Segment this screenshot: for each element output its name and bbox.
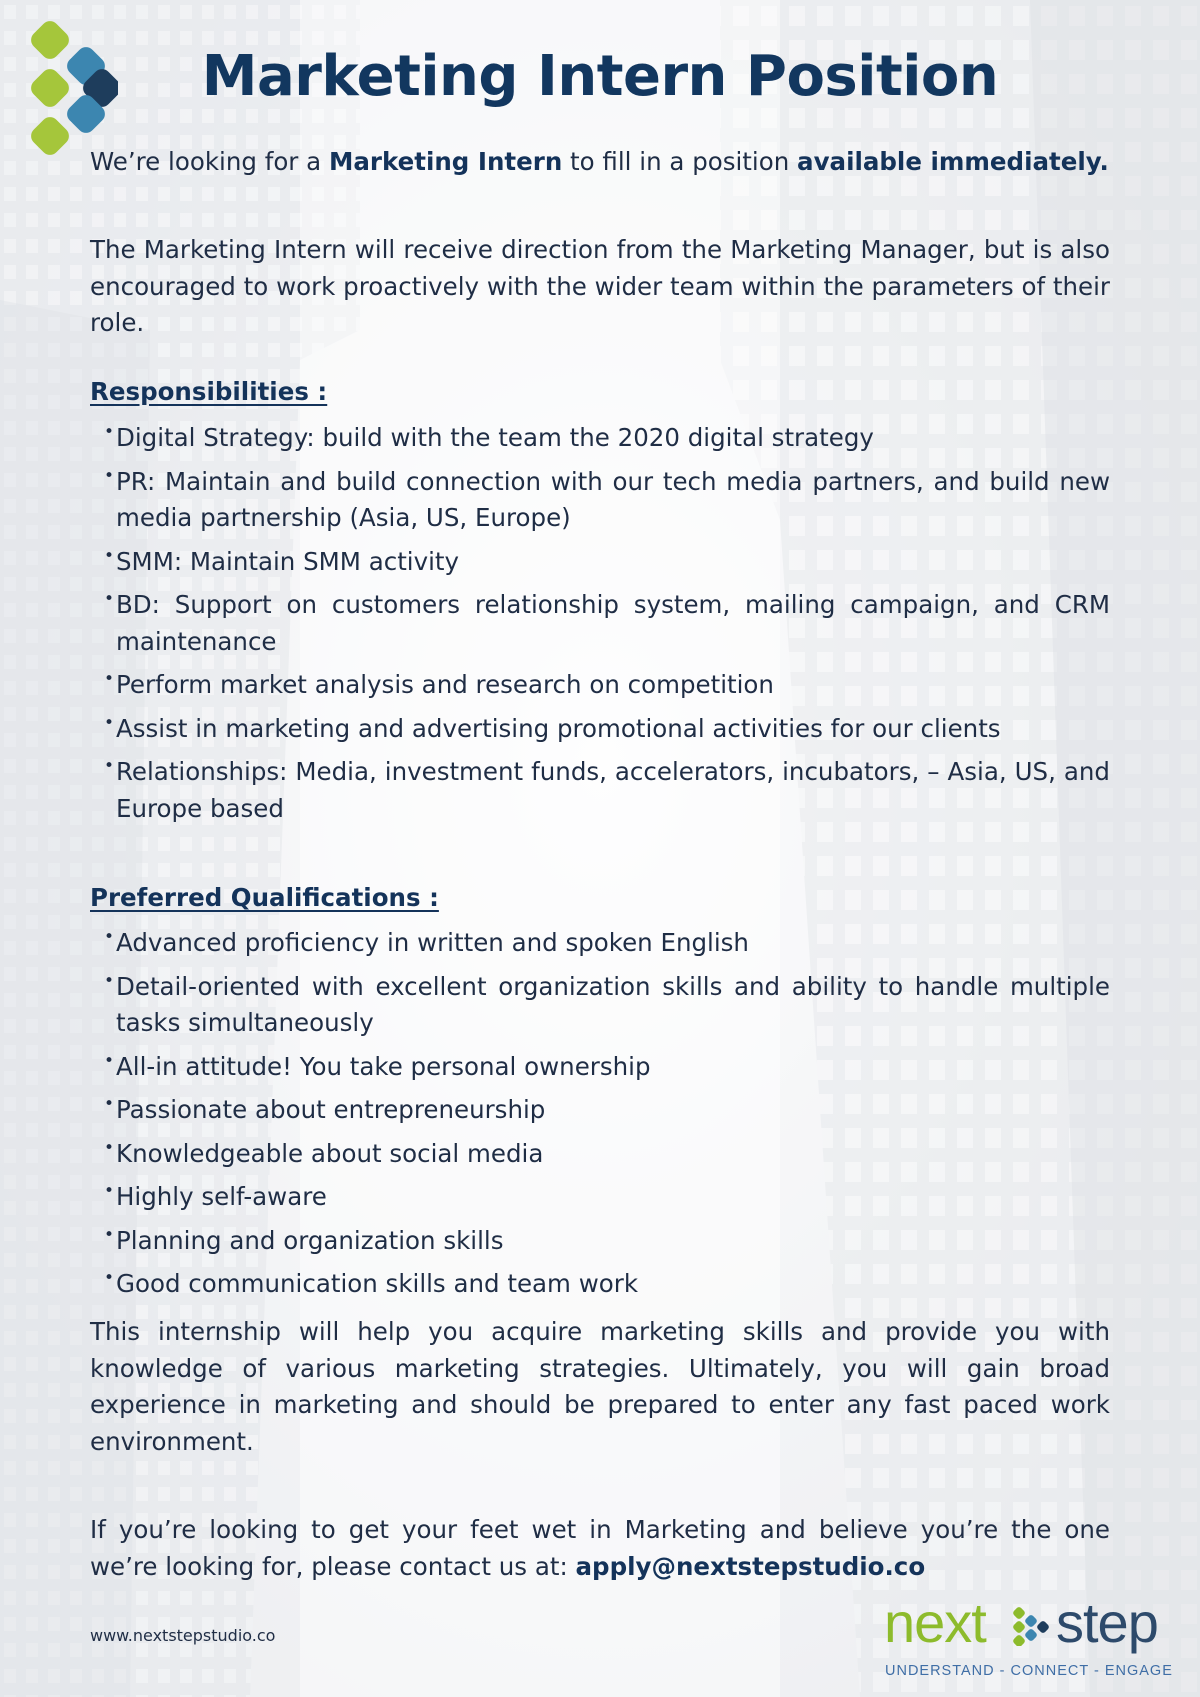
list-item	[104, 1136, 1110, 1173]
list-item-text: Advanced proficiency in written and spoken English	[116, 928, 749, 957]
list-item-text: All-in attitude! You take personal ownership	[116, 1051, 651, 1081]
responsibilities-list	[104, 420, 1110, 834]
list-item	[104, 587, 1110, 660]
list-item-text: Detail-oriented with excellent organization skills and ability to handle multiple tasks simultaneously	[116, 971, 1110, 1037]
list-item	[104, 1223, 1110, 1260]
intro-text-middle: to fill in a position	[562, 147, 798, 176]
list-item	[104, 464, 1110, 537]
list-item	[104, 969, 1110, 1042]
brand-step-word: step	[1056, 1591, 1158, 1654]
list-item-text: Relationships: Media, investment funds, accelerators, incubators, – Asia, US, and Europe based	[116, 757, 1110, 823]
bullet-icon: •	[104, 422, 115, 442]
list-item-text: Highly self-aware	[116, 1182, 327, 1211]
intro-paragraph	[90, 144, 1110, 181]
bullet-icon: •	[104, 589, 115, 609]
list-item-text: Passionate about entrepreneurship	[116, 1095, 546, 1124]
list-item	[104, 711, 1110, 748]
outcome-paragraph: This internship will help you acquire marketing skills and provide you with knowledge of various marketing strategies. Ultimately, you will gain broad experience in marketing and should be prepared to enter any fast paced work environment.	[90, 1317, 1110, 1456]
bullet-icon: •	[104, 712, 115, 733]
list-item-text: SMM: Maintain SMM activity	[116, 546, 460, 576]
bullet-icon: •	[104, 1050, 115, 1071]
qualifications-heading: Preferred Qualifications :	[90, 883, 439, 912]
bullet-icon: •	[104, 1268, 115, 1288]
list-item	[104, 1092, 1110, 1129]
list-item-text: Assist in marketing and advertising promotional activities for our clients	[116, 713, 1001, 743]
list-item	[104, 754, 1110, 827]
intro-text-before: We’re looking for a	[90, 147, 329, 176]
list-item	[104, 667, 1110, 704]
list-item	[104, 1049, 1110, 1086]
website-link[interactable]: www.nextstepstudio.co	[90, 1626, 276, 1645]
contact-email-link[interactable]: apply@nextstepstudio.co	[575, 1551, 926, 1581]
list-item	[104, 1179, 1110, 1216]
company-logo-mark-icon	[28, 20, 118, 155]
brand-dots-icon	[1011, 1606, 1051, 1646]
list-item	[104, 420, 1110, 457]
qualifications-list	[104, 925, 1110, 1310]
intro-role: Marketing Intern	[328, 147, 563, 176]
intro-availability: available immediately.	[797, 147, 1109, 176]
list-item	[104, 1266, 1110, 1303]
brand-tagline: UNDERSTAND - CONNECT - ENGAGE	[885, 1663, 1173, 1679]
bullet-icon: •	[104, 465, 115, 486]
list-item-text: Good communication skills and team work	[116, 1269, 639, 1298]
list-item	[104, 544, 1110, 581]
direction-paragraph: The Marketing Intern will receive direction from the Marketing Manager, but is also encouraged to work proactively with the wider team within the parameters of their role.	[90, 235, 1110, 337]
list-item-text: BD: Support on customers relationship system, mailing campaign, and CRM maintenance	[116, 590, 1110, 656]
list-item	[104, 925, 1110, 962]
page-title: Marketing Intern Position	[201, 44, 999, 109]
list-item-text: Knowledgeable about social media	[116, 1138, 544, 1168]
list-item-text: PR: Maintain and build connection with our tech media partners, and build new media partnership (Asia, US, Europe)	[116, 466, 1110, 532]
brand-next-word: next	[884, 1591, 986, 1654]
brand-logo	[880, 1592, 1180, 1692]
list-item-text: Planning and organization skills	[116, 1225, 504, 1255]
contact-text: If you’re looking to get your feet wet in Marketing and believe you’re the one we’re looking for, please contact us at:	[90, 1515, 1110, 1581]
bullet-icon: •	[104, 970, 115, 991]
responsibilities-heading: Responsibilities :	[90, 377, 328, 406]
bullet-icon: •	[104, 545, 115, 566]
bullet-icon: •	[104, 927, 115, 947]
list-item-text: Perform market analysis and research on competition	[116, 670, 774, 699]
bullet-icon: •	[104, 1094, 115, 1114]
list-item-text: Digital Strategy: build with the team the 2020 digital strategy	[116, 423, 874, 452]
bullet-icon: •	[104, 1137, 115, 1158]
contact-paragraph	[90, 1512, 1110, 1585]
bullet-icon: •	[104, 669, 115, 689]
bullet-icon: •	[104, 1181, 115, 1201]
bullet-icon: •	[104, 1224, 115, 1245]
bullet-icon: •	[104, 756, 115, 776]
